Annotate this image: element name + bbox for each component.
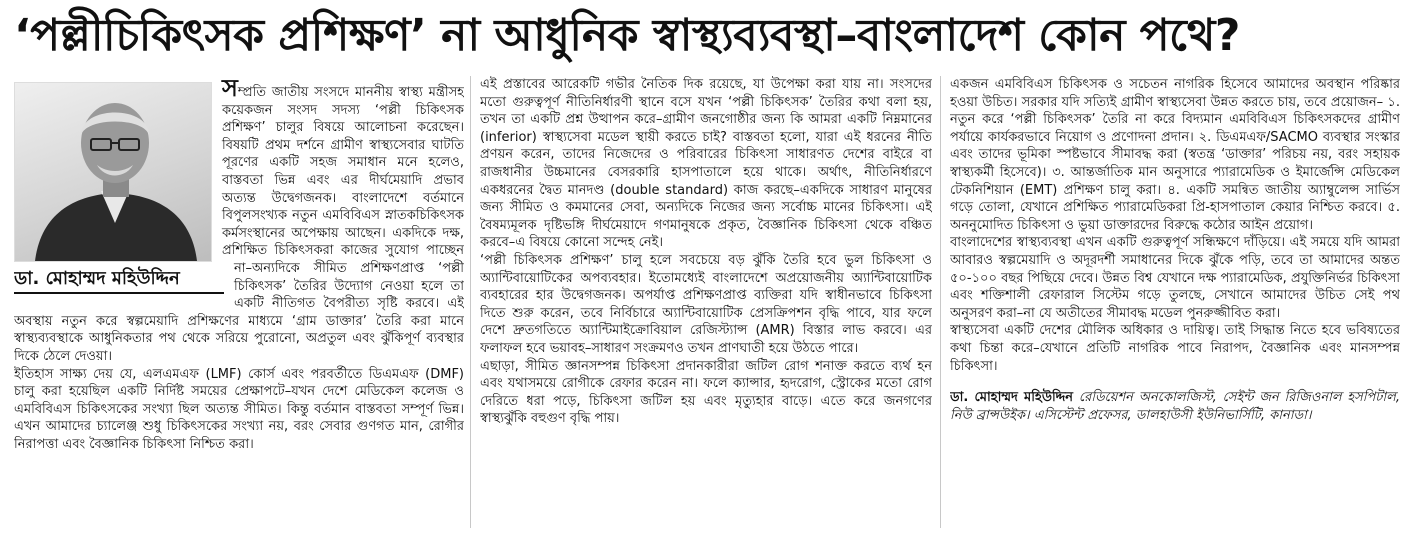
article-column-2 <box>480 76 932 528</box>
paragraph: এই প্রস্তাবের আরেকটি গভীর নৈতিক দিক রয়েছে, যা উপেক্ষা করা যায় না। সংসদের মতো গুরুত্বপূর্ণ নীতিনির্ধারণী স্থানে বসে যখন ‘পল্লী চিকিৎসক’ তৈরির কথা বলা হয়, তখন তা একটি প্রশ্ন উত্থাপন করে–গ্রামীণ জনগোষ্ঠীর জন্য কি আমরা একটি নিম্নমানের (inferior) স্বাস্থ্যসেবা মডেল স্থায়ী করতে চাই? বাস্তবতা হলো, যারা এই ধরনের নীতি প্রণয়ন করেন, তাদের নিজেদের ও পরিবারের চিকিৎসা সাধারণত দেশের বাইরে বা রাজধানীর উচ্চমানের বেসরকারি হাসপাতালে হয়ে থাকে। অর্থাৎ, নীতিনির্ধারণে একধরনের দ্বৈত মানদণ্ড (double standard) কাজ করছে–একদিকে সাধারণ মানুষের জন্য সীমিত ও কমমানের সেবা, অন্যদিকে নিজের জন্য সর্বোচ্চ মানের চিকিৎসা। এই বৈষম্যমূলক দৃষ্টিভঙ্গি দীর্ঘমেয়াদে গণমানুষকে প্রকৃত, বৈজ্ঞানিক চিকিৎসা থেকে বঞ্চিত করবে–এ বিষয়ে কোনো সন্দেহ নেই। <box>480 77 932 251</box>
column-divider <box>940 76 941 528</box>
article-column-1 <box>14 76 464 528</box>
author-photo <box>14 82 212 262</box>
paragraph: এছাড়া, সীমিত জ্ঞানসম্পন্ন চিকিৎসা প্রদানকারীরা জটিল রোগ শনাক্ত করতে ব্যর্থ হন এবং যথাসময়ে রোগীকে রেফার করেন না। ফলে ক্যান্সার, হৃদরোগ, স্ট্রোকের মতো রোগ দেরিতে ধরা পড়ে, চিকিৎসা জটিল হয় এবং মৃত্যুহার বাড়ে। এতে করে জনগণের স্বাস্থ্যঝুঁকি বহুগুণ বৃদ্ধি পায়। <box>480 358 932 427</box>
byline-description: রেডিয়েশন অনকোলজিস্ট, সেইন্ট জন রিজিওনাল হসপিটাল, নিউ ব্রান্সউইক। এসিস্টেন্ট প্রফেসর, ডালহাউসী ইউনিভার্সিটি, কানাডা। <box>950 390 1400 423</box>
page-title: ‘পল্লীচিকিৎসক প্রশিক্ষণ’ না আধুনিক স্বাস্থ্যব্যবস্থা–বাংলাদেশ কোন পথে? <box>14 10 1240 61</box>
lead-text: ম্প্রতি জাতীয় সংসদে মাননীয় স্বাস্থ্য মন্ত্রীসহ কয়েকজন সংসদ সদস্য ‘পল্লী চিকিৎসক প্রশিক্ষণ’ চালুর বিষয়ে আলোচনা করেছেন। বিষয়টি প্রথম দর্শনে গ্রামীণ স্বাস্থ্যসেবার ঘাটতি পূরণের একটি সহজ সমাধান মনে হলেও, বাস্তবতা ভিন্ন এবং এর দীর্ঘমেয়াদি প্রভাব অত্যন্ত উদ্বেগজনক। বাংলাদেশে বর্তমানে বিপুলসংখ্যক নতুন এমবিবিএস স্নাতকচিকিৎসক কর্মসংস্থানের অপেক্ষায় আছেন। একদিকে দক্ষ, প্রশিক্ষিত চিকিৎসকরা কাজের সুযোগ পাচ্ছেন না–অন্যদিকে সীমিত প্রশিক্ষণপ্রাপ্ত ‘পল্লী চিকিৎসক’ তৈরির উদ্যোগ নেওয়া হলে তা একটি নীতিগত বৈপরীত্য সৃষ্টি করবে। এই অবস্থায় নতুন করে স্বল্পমেয়াদি প্রশিক্ষণের মাধ্যমে ‘গ্রাম ডাক্তার’ তৈরি করা মানে স্বাস্থ্যব্যবস্থাকে আধুনিকতার পথ থেকে সরিয়ে পুরোনো, অপ্রতুল এবং ঝুঁকিপূর্ণ ব্যবস্থার দিকে ঠেলে দেওয়া। <box>14 85 464 364</box>
byline-name: ডা. মোহাম্মদ মহিউদ্দিন <box>950 390 1074 406</box>
author-portrait-icon <box>15 83 211 261</box>
article-column-3 <box>950 76 1400 528</box>
paragraph: ইতিহাস সাক্ষ্য দেয় যে, এলএমএফ (LMF) কোর্স এবং পরবর্তীতে ডিএমএফ (DMF) চালু করা হয়েছিল একটি নির্দিষ্ট সময়ের প্রেক্ষাপটে–যখন দেশে মেডিকেল কলেজ ও এমবিবিএস চিকিৎসকের সংখ্যা ছিল অত্যন্ত সীমিত। কিন্তু বর্তমান বাস্তবতা সম্পূর্ণ ভিন্ন। এখন আমাদের চ্যালেঞ্জ শুধু চিকিৎসকের সংখ্যা নয়, বরং সেবার গুণগত মান, রোগীর নিরাপত্তা এবং বৈজ্ঞানিক চিকিৎসা নিশ্চিত করা। <box>14 366 464 452</box>
column-divider <box>470 76 471 528</box>
author-name-badge: ডা. মোহাম্মদ মহিউদ্দিন <box>14 266 224 294</box>
paragraph: একজন এমবিবিএস চিকিৎসক ও সচেতন নাগরিক হিসেবে আমাদের অবস্থান পরিষ্কার হওয়া উচিত। সরকার যদি সত্যিই গ্রামীণ স্বাস্থ্যসেবা উন্নত করতে চায়, তবে প্রয়োজন– ১. নতুন করে ‘পল্লী চিকিৎসক’ তৈরি না করে বিদ্যমান এমবিবিএস চিকিৎসকদের গ্রামীণ পর্যায়ে কার্যকরভাবে নিয়োগ ও প্রণোদনা প্রদান। ২. ডিএমএফ/SACMO ব্যবস্থার সংস্কার এবং তাদের ভূমিকা স্পষ্টভাবে সীমাবদ্ধ করা (স্বতন্ত্র ‘ডাক্তার’ পরিচয় নয়, বরং সহায়ক স্বাস্থ্যকর্মী হিসেবে)। ৩. আন্তর্জাতিক মান অনুসারে প্যারামেডিক ও ইমার্জেন্সি মেডিকেল টেকনিশিয়ান (EMT) প্রশিক্ষণ চালু করা। ৪. একটি সমন্বিত জাতীয় অ্যাম্বুলেন্স সার্ভিস গড়ে তোলা, যেখানে প্রশিক্ষিত প্যারামেডিকরা প্রি-হাসপাতাল কেয়ার নিশ্চিত করবে। ৫. অননুমোদিত চিকিৎসা ও ভুয়া ডাক্তারদের বিরুদ্ধে কঠোর আইন প্রয়োগ। <box>950 77 1400 233</box>
paragraph: বাংলাদেশের স্বাস্থ্যব্যবস্থা এখন একটি গুরুত্বপূর্ণ সন্ধিক্ষণে দাঁড়িয়ে। এই সময়ে যদি আমরা আবারও স্বল্পমেয়াদি ও অদূরদর্শী সমাধানের দিকে ঝুঁকে পড়ি, তবে তা আমাদের অন্তত ৫০-১০০ বছর পিছিয়ে দেবে। উন্নত বিশ্ব যেখানে দক্ষ প্যারামেডিক, প্রযুক্তিনির্ভর চিকিৎসা এবং শক্তিশালী রেফারাল সিস্টেম গড়ে তুলছে, সেখানে আমাদের উচিত সেই পথ অনুসরণ করা–না যে অতীতের সীমাবদ্ধ মডেল পুনরুজ্জীবিত করা। <box>950 235 1400 321</box>
paragraph: ‘পল্লী চিকিৎসক প্রশিক্ষণ’ চালু হলে সবচেয়ে বড় ঝুঁকি তৈরি হবে ভুল চিকিৎসা ও অ্যান্টিবায়োটিকের অপব্যবহার। ইতোমধ্যেই বাংলাদেশে অপ্রয়োজনীয় অ্যান্টিবায়োটিক ব্যবহারের হার উদ্বেগজনক। অপর্যাপ্ত প্রশিক্ষণপ্রাপ্ত ব্যক্তিরা যদি স্বাধীনভাবে চিকিৎসা দিতে শুরু করেন, তবে নির্বিচারে অ্যান্টিবায়োটিক প্রেসক্রিপশন বৃদ্ধি পাবে, যার ফলে দেশে দ্রুতগতিতে অ্যান্টিমাইক্রোবিয়াল রেজিস্ট্যান্স (AMR) বিস্তার লাভ করবে। এর ফলাফল হবে ভয়াবহ–সাধারণ সংক্রমণও তখন প্রাণঘাতী হয়ে উঠতে পারে। <box>480 252 932 356</box>
paragraph: স্বাস্থ্যসেবা একটি দেশের মৌলিক অধিকার ও দায়িত্ব। তাই সিদ্ধান্ত নিতে হবে ভবিষ্যতের কথা চিন্তা করে–যেখানে প্রতিটি নাগরিক পাবে নিরাপদ, বৈজ্ঞানিক এবং মানসম্পন্ন চিকিৎসা। <box>950 323 1400 374</box>
author-byline <box>950 389 1400 424</box>
drop-cap: স <box>222 76 238 102</box>
